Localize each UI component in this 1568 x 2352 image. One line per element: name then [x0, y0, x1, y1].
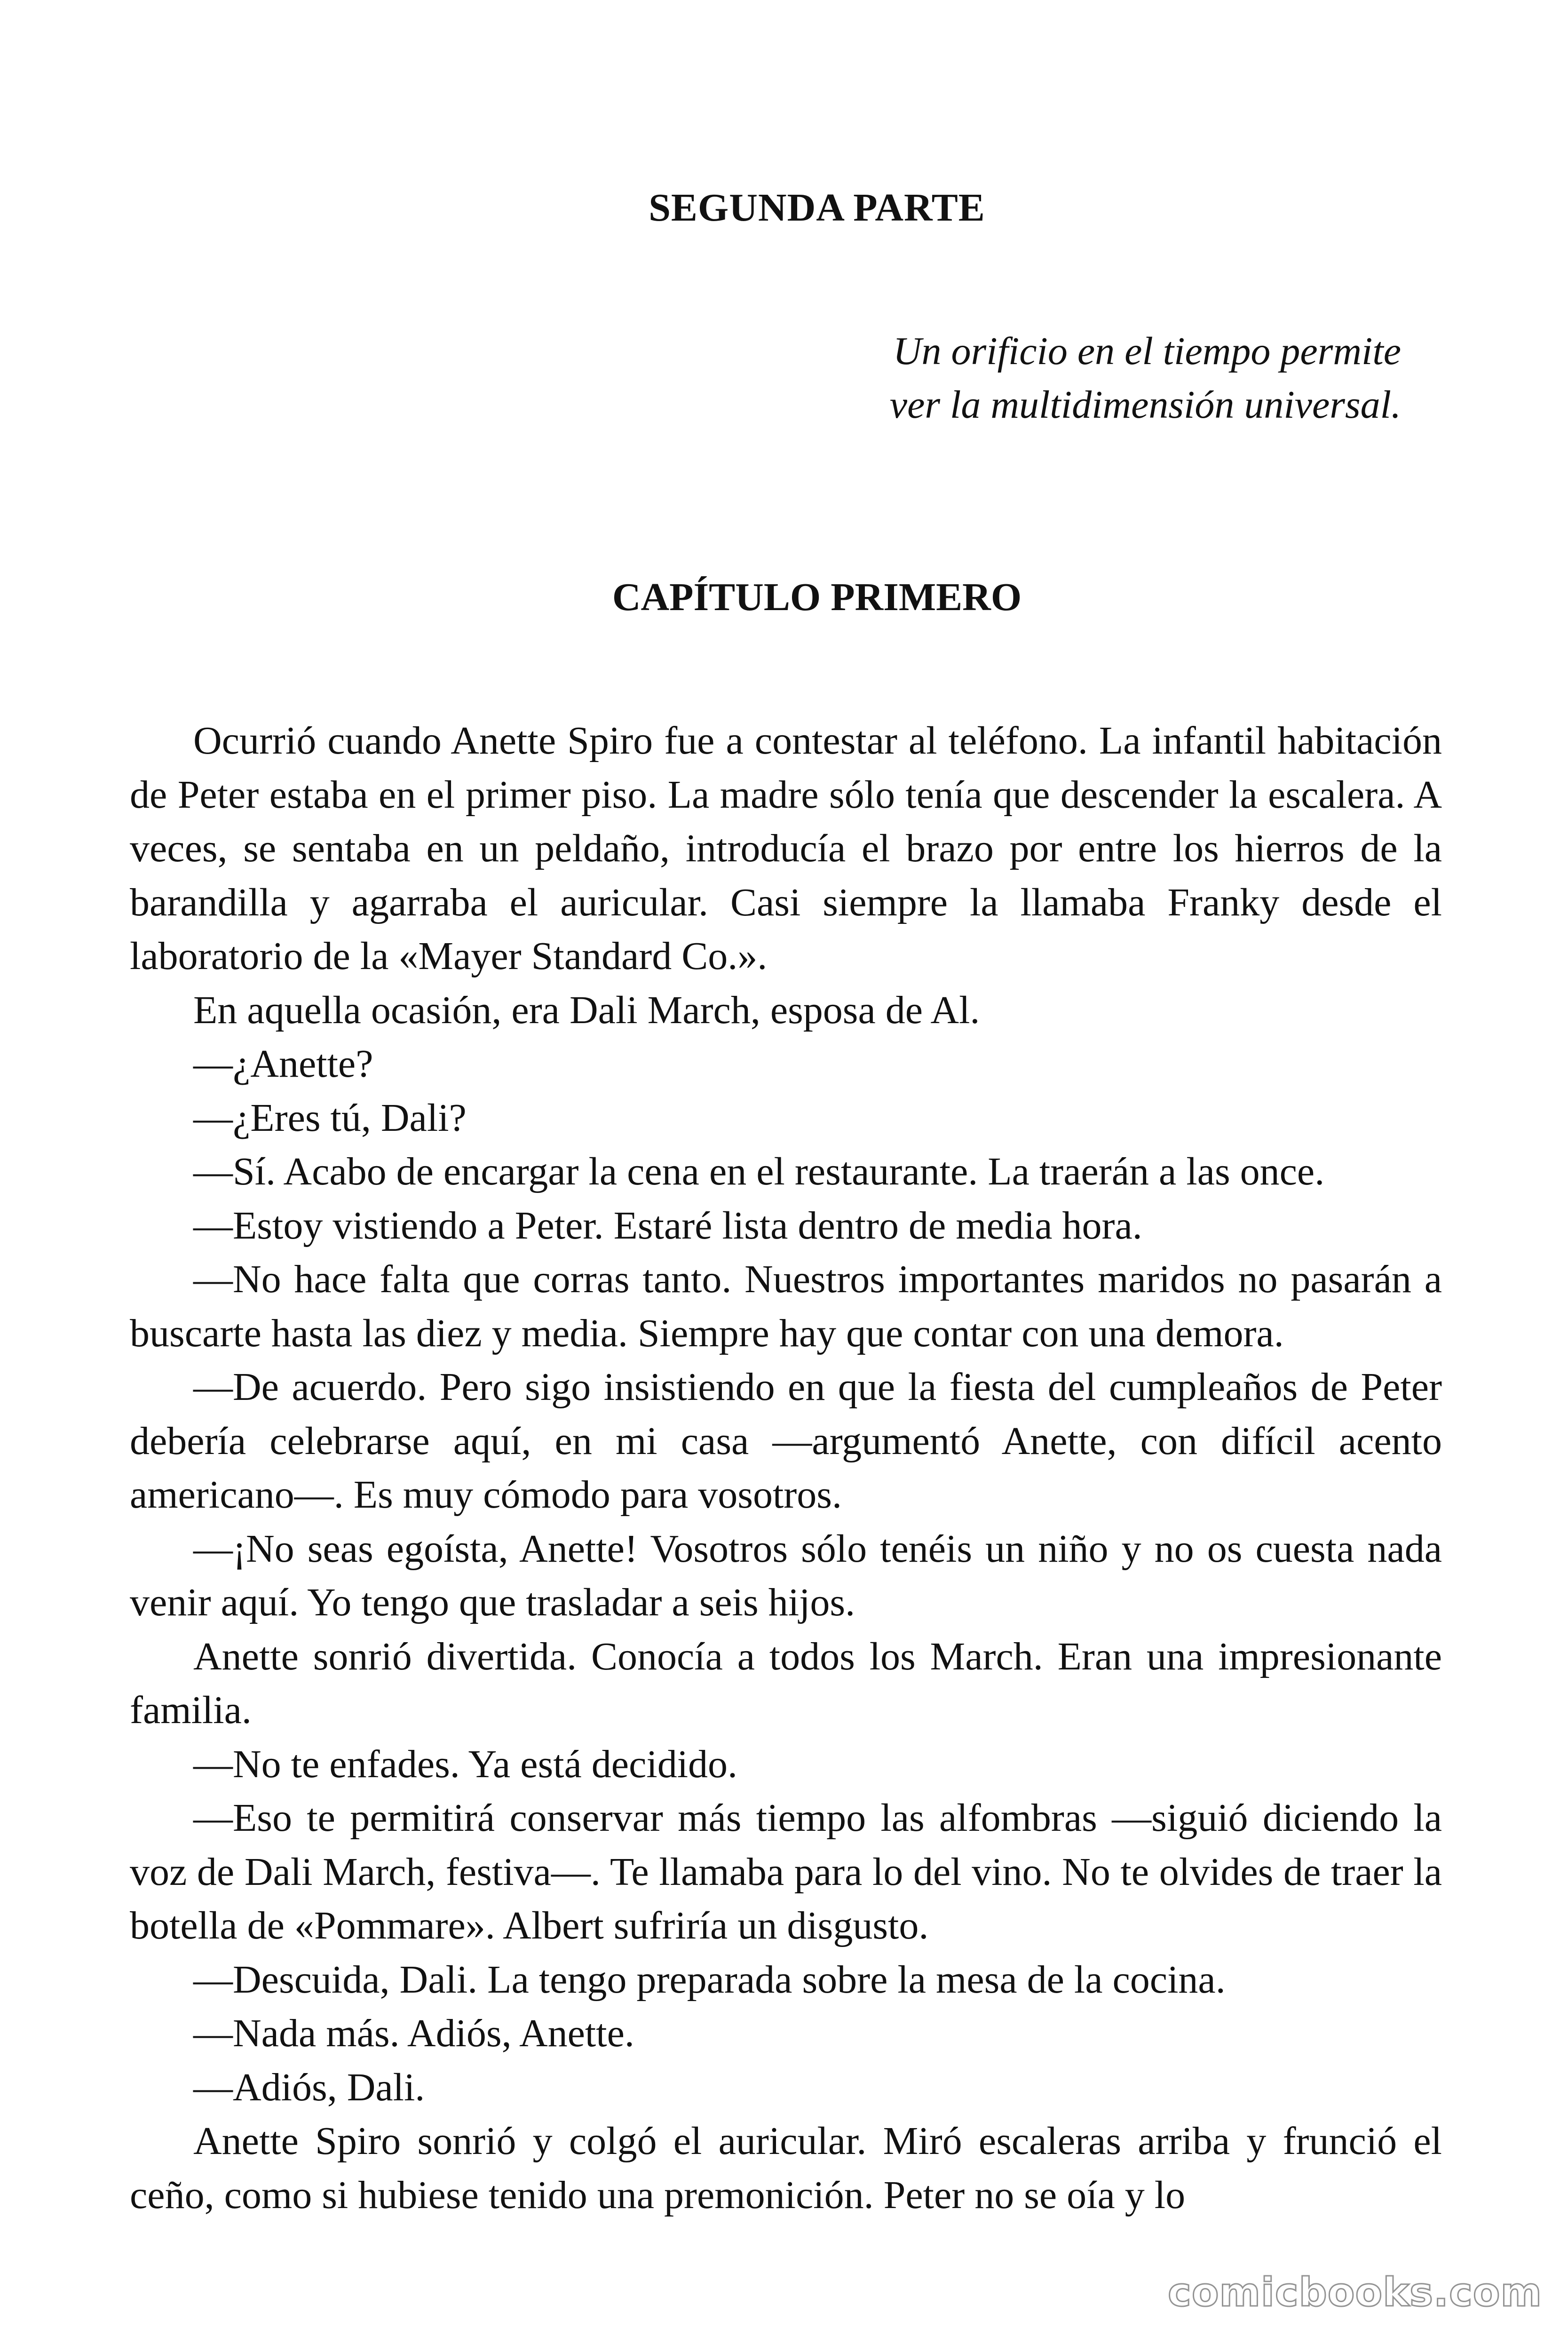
chapter-title: CAPÍTULO PRIMERO	[612, 575, 1022, 619]
paragraph: Ocurrió cuando Anette Spiro fue a contestar al teléfono. La infantil habitación de Peter estaba en el primer piso. La madre sólo tenía que descender la escalera. A veces, se sentaba en un peldaño, introducía el brazo por entre los hierros de la barandilla y agarraba el auricular. Casi siempre la llamaba Franky desde el laboratorio de la «Mayer Standard Co.».	[130, 719, 1442, 978]
paragraph: —No hace falta que corras tanto. Nuestros importantes maridos no pasarán a buscarte hasta las diez y media. Siempre hay que contar con una demora.	[130, 1257, 1442, 1355]
part-title: SEGUNDA PARTE	[649, 186, 985, 230]
paragraph: —Eso te permitirá conservar más tiempo las alfombras —siguió diciendo la voz de Dali March, festiva—. Te llamaba para lo del vino. No te olvides de traer la botella de «Pommare». Albert sufriría un disgusto.	[130, 1796, 1442, 1947]
paragraph: —Nada más. Adiós, Anette.	[193, 2011, 634, 2055]
paragraph: —¿Anette?	[193, 1042, 373, 1086]
paragraph: —No te enfades. Ya está decidido.	[193, 1742, 738, 1786]
paragraph: —Sí. Acabo de encargar la cena en el restaurante. La traerán a las once.	[193, 1150, 1325, 1193]
epigraph	[890, 325, 1401, 432]
paragraph: —¡No seas egoísta, Anette! Vosotros sólo tenéis un niño y no os cuesta nada venir aquí. Yo tengo que trasladar a seis hijos.	[130, 1526, 1442, 1624]
epigraph-line: ver la multidimensión universal.	[889, 383, 1401, 427]
epigraph-line: Un orificio en el tiempo permite	[893, 329, 1401, 373]
paragraph: En aquella ocasión, era Dali March, esposa de Al.	[193, 988, 980, 1032]
watermark: comicbooks.com	[1168, 2269, 1542, 2315]
paragraph: —De acuerdo. Pero sigo insistiendo en que la fiesta del cumpleaños de Peter debería celebrarse aquí, en mi casa —argumentó Anette, con difícil acento americano—. Es muy cómodo para vosotros.	[130, 1365, 1442, 1517]
paragraph: —Estoy vistiendo a Peter. Estaré lista dentro de media hora.	[193, 1203, 1142, 1248]
paragraph: —Descuida, Dali. La tengo preparada sobre la mesa de la cocina.	[193, 1957, 1226, 2002]
chapter-body	[130, 714, 1442, 2222]
paragraph: —¿Eres tú, Dali?	[193, 1096, 467, 1140]
paragraph: Anette sonrió divertida. Conocía a todos los March. Eran una impresionante familia.	[130, 1634, 1442, 1732]
paragraph: —Adiós, Dali.	[193, 2065, 425, 2109]
paragraph: Anette Spiro sonrió y colgó el auricular. Miró escaleras arriba y frunció el ceño, como si hubiese tenido una premonición. Peter no se oía y lo	[130, 2119, 1442, 2217]
